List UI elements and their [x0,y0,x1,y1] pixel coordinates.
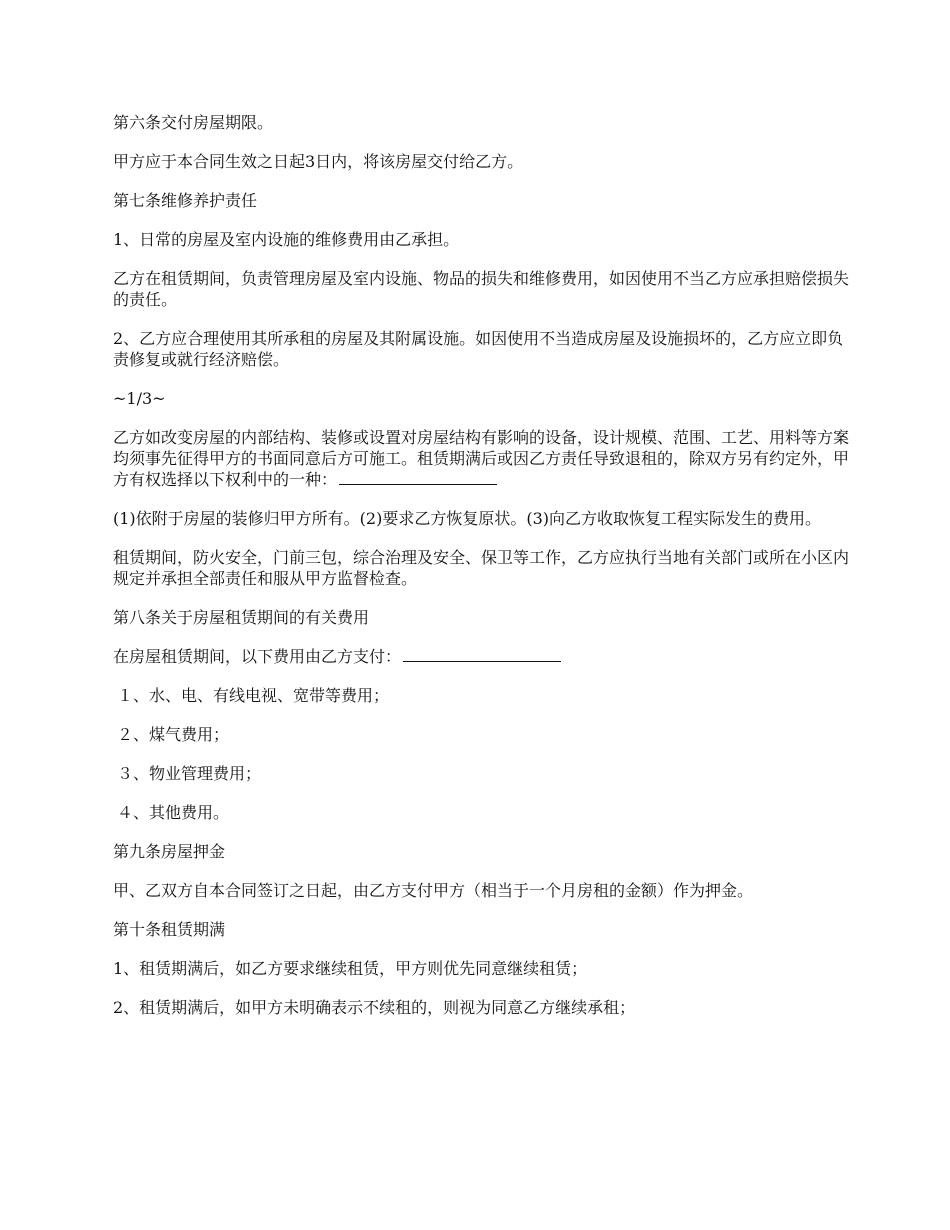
article-10-item-2 [113,997,858,1018]
article-8-intro [113,646,858,667]
paragraph-text: 第九条房屋押金 [113,842,226,861]
paragraph-text: １、水、电、有线电视、宽带等费用； [117,686,390,705]
paragraph-text: 第八条关于房屋租赁期间的有关费用 [113,608,370,627]
article-7-options [113,508,858,529]
article-7-item-2 [113,328,858,370]
page-marker [113,388,858,409]
paragraph-text: 1、租赁期满后，如乙方要求继续租赁，甲方则优先同意继续租赁； [113,959,588,978]
article-6-heading [113,112,858,133]
paragraph-text: 乙方在租赁期间，负责管理房屋及室内设施、物品的损失和维修费用，如因使用不当乙方应承担赔偿损失的责任。 [113,269,850,309]
paragraph-text: ２、煤气费用； [117,725,230,744]
article-8-item-2 [113,724,858,745]
article-10-item-1 [113,958,858,979]
fill-in-blank [339,470,497,485]
paragraph-text: 乙方如改变房屋的内部结构、装修或设置对房屋结构有影响的设备，设计规模、范围、工艺、用料等方案均须事先征得甲方的书面同意后方可施工。租赁期满后或因乙方责任导致退租的，除双方另有约定外，甲方有权选择以下权利中的一种： [113,428,850,489]
paragraph-text: 第十条租赁期满 [113,920,226,939]
paragraph-text: ４、其他费用。 [117,803,230,822]
article-9-body [113,880,858,901]
article-9-heading [113,841,858,862]
article-8-item-4 [113,802,858,823]
article-10-heading [113,919,858,940]
paragraph-text: 在房屋租赁期间，以下费用由乙方支付： [113,647,402,666]
paragraph-text: 2、租赁期满后，如甲方未明确表示不续租的，则视为同意乙方继续承租； [113,998,636,1017]
article-8-item-1 [113,685,858,706]
article-8-item-3 [113,763,858,784]
document-body [113,112,858,1036]
article-7-item-1-detail [113,268,858,310]
article-8-heading [113,607,858,628]
paragraph-text: (1)依附于房屋的装修归甲方所有。(2)要求乙方恢复原状。(3)向乙方收取恢复工程实际发生的费用。 [113,509,821,528]
paragraph-text: ~1/3~ [113,389,166,408]
paragraph-text: 2、乙方应合理使用其所承租的房屋及其附属设施。如因使用不当造成房屋及设施损坏的，乙方应立即负责修复或就行经济赔偿。 [113,329,844,369]
paragraph-text: 第六条交付房屋期限。 [113,113,274,132]
article-7-renovation-clause [113,427,858,490]
article-7-safety-clause [113,547,858,589]
fill-in-blank [403,647,561,662]
paragraph-text: 甲方应于本合同生效之日起3日内，将该房屋交付给乙方。 [113,152,524,171]
article-7-heading [113,190,858,211]
paragraph-text: 1、日常的房屋及室内设施的维修费用由乙承担。 [113,230,460,249]
paragraph-text: ３、物业管理费用； [117,764,262,783]
paragraph-text: 第七条维修养护责任 [113,191,258,210]
paragraph-text: 租赁期间，防火安全，门前三包，综合治理及安全、保卫等工作，乙方应执行当地有关部门或所在小区内规定并承担全部责任和服从甲方监督检查。 [113,548,850,588]
paragraph-text: 甲、乙双方自本合同签订之日起，由乙方支付甲方（相当于一个月房租的金额）作为押金。 [113,881,754,900]
article-6-body [113,151,858,172]
article-7-item-1 [113,229,858,250]
